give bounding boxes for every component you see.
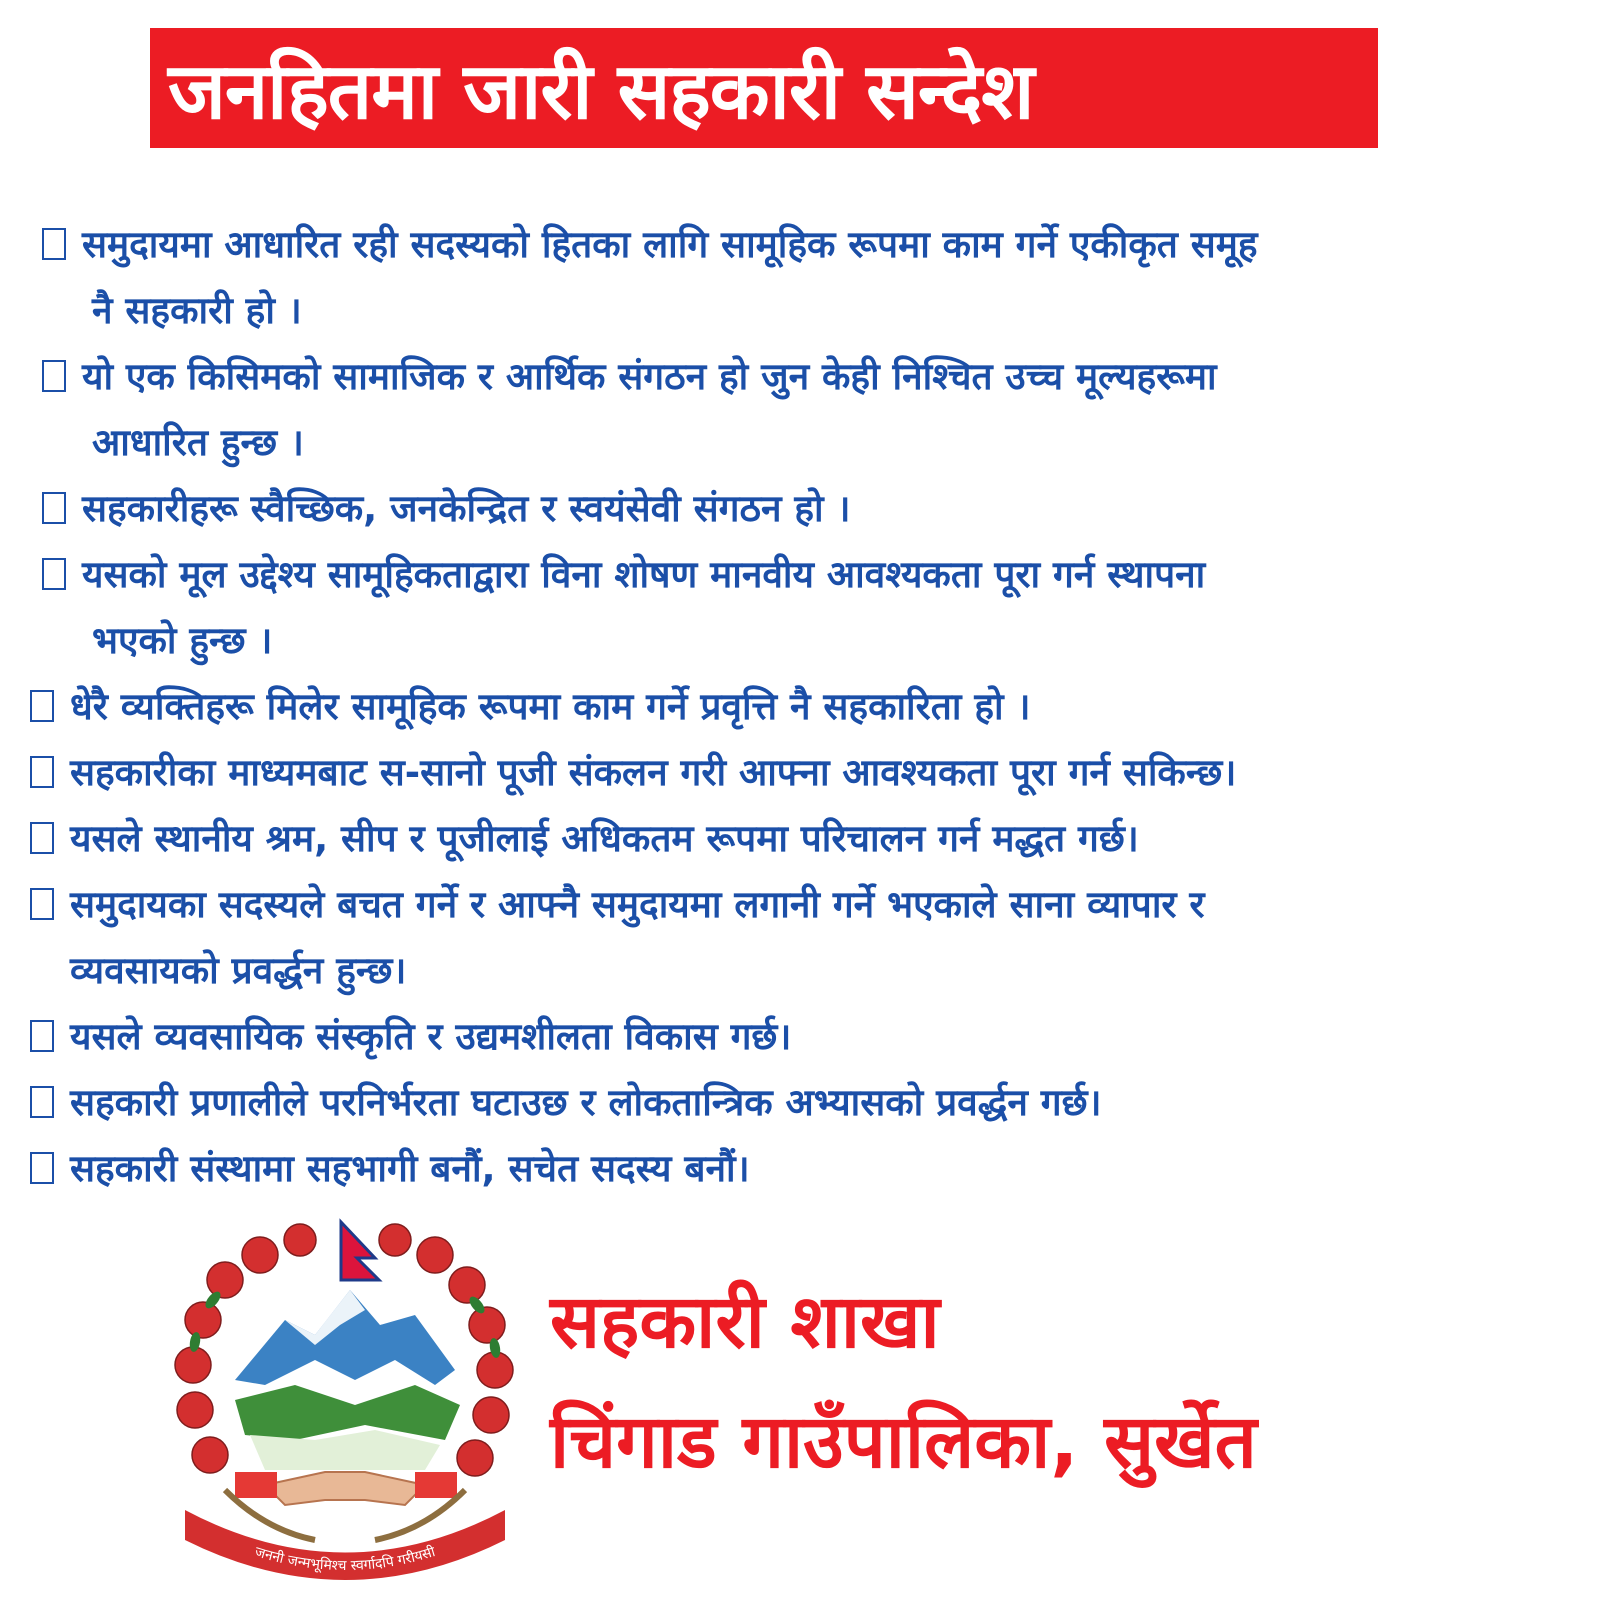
point-text: यसले व्यवसायिक संस्कृति र उद्यमशीलता विकास गर्छ।	[70, 1015, 792, 1058]
nepal-emblem-logo	[165, 1210, 525, 1580]
emblem-motto: जननी जन्मभूमिश्च स्वर्गादपि गरीयसी	[252, 1544, 438, 1575]
list-item	[30, 1136, 1590, 1202]
bullet-box-icon	[30, 888, 54, 920]
header-banner	[150, 28, 1378, 148]
point-text-continued: भएको हुन्छ ।	[92, 619, 273, 662]
point-text: सहकारी संस्थामा सहभागी बनौं, सचेत सदस्य बनौं।	[70, 1147, 750, 1190]
list-item	[30, 1004, 1590, 1070]
bullet-box-icon	[42, 492, 66, 524]
bullet-box-icon	[30, 1020, 54, 1052]
point-text: सहकारीका माध्यमबाट स-सानो पूजी संकलन गरी आफ्ना आवश्यकता पूरा गर्न सकिन्छ।	[70, 751, 1237, 794]
bullet-box-icon	[30, 822, 54, 854]
list-item	[42, 542, 1590, 674]
list-item	[30, 1070, 1590, 1136]
office-block	[550, 1262, 1257, 1502]
point-text: यसको मूल उद्देश्य सामूहिकताद्वारा विना शोषण मानवीय आवश्यकता पूरा गर्न स्थापना	[82, 553, 1206, 596]
point-text: समुदायमा आधारित रही सदस्यको हितका लागि सामूहिक रूपमा काम गर्ने एकीकृत समूह	[82, 223, 1258, 266]
bullet-box-icon	[30, 1086, 54, 1118]
office-municipality: चिंगाड गाउँपालिका, सुर्खेत	[550, 1399, 1257, 1485]
nepal-flag-icon	[341, 1222, 379, 1280]
list-item	[30, 806, 1590, 872]
list-item	[30, 872, 1590, 1004]
office-branch: सहकारी शाखा	[550, 1279, 940, 1365]
message-points	[30, 212, 1590, 1202]
bullet-box-icon	[30, 756, 54, 788]
list-item	[30, 674, 1590, 740]
bullet-box-icon	[42, 558, 66, 590]
point-text: सहकारी प्रणालीले परनिर्भरता घटाउछ र लोकतान्त्रिक अभ्यासको प्रवर्द्धन गर्छ।	[70, 1081, 1102, 1124]
point-text: यो एक किसिमको सामाजिक र आर्थिक संगठन हो जुन केही निश्चित उच्च मूल्यहरूमा	[82, 355, 1217, 398]
list-item	[30, 740, 1590, 806]
bullet-box-icon	[42, 360, 66, 392]
bullet-box-icon	[30, 690, 54, 722]
point-text: सहकारीहरू स्वैच्छिक, जनकेन्द्रित र स्वयंसेवी संगठन हो ।	[82, 487, 851, 530]
point-text: यसले स्थानीय श्रम, सीप र पूजीलाई अधिकतम रूपमा परिचालन गर्न मद्धत गर्छ।	[70, 817, 1139, 860]
point-text-continued: व्यवसायको प्रवर्द्धन हुन्छ।	[70, 949, 407, 992]
bullet-box-icon	[30, 1152, 54, 1184]
point-text-continued: आधारित हुन्छ ।	[92, 421, 304, 464]
point-text-continued: नै सहकारी हो ।	[92, 289, 302, 332]
list-item	[42, 344, 1590, 476]
page-title: जनहितमा जारी सहकारी सन्देश	[168, 47, 1034, 137]
bullet-box-icon	[42, 228, 66, 260]
list-item	[42, 476, 1590, 542]
point-text: समुदायका सदस्यले बचत गर्ने र आफ्नै समुदायमा लगानी गर्ने भएकाले साना व्यापार र	[70, 883, 1205, 926]
list-item	[42, 212, 1590, 344]
point-text: धेरै व्यक्तिहरू मिलेर सामूहिक रूपमा काम गर्ने प्रवृत्ति नै सहकारिता हो ।	[70, 685, 1031, 728]
